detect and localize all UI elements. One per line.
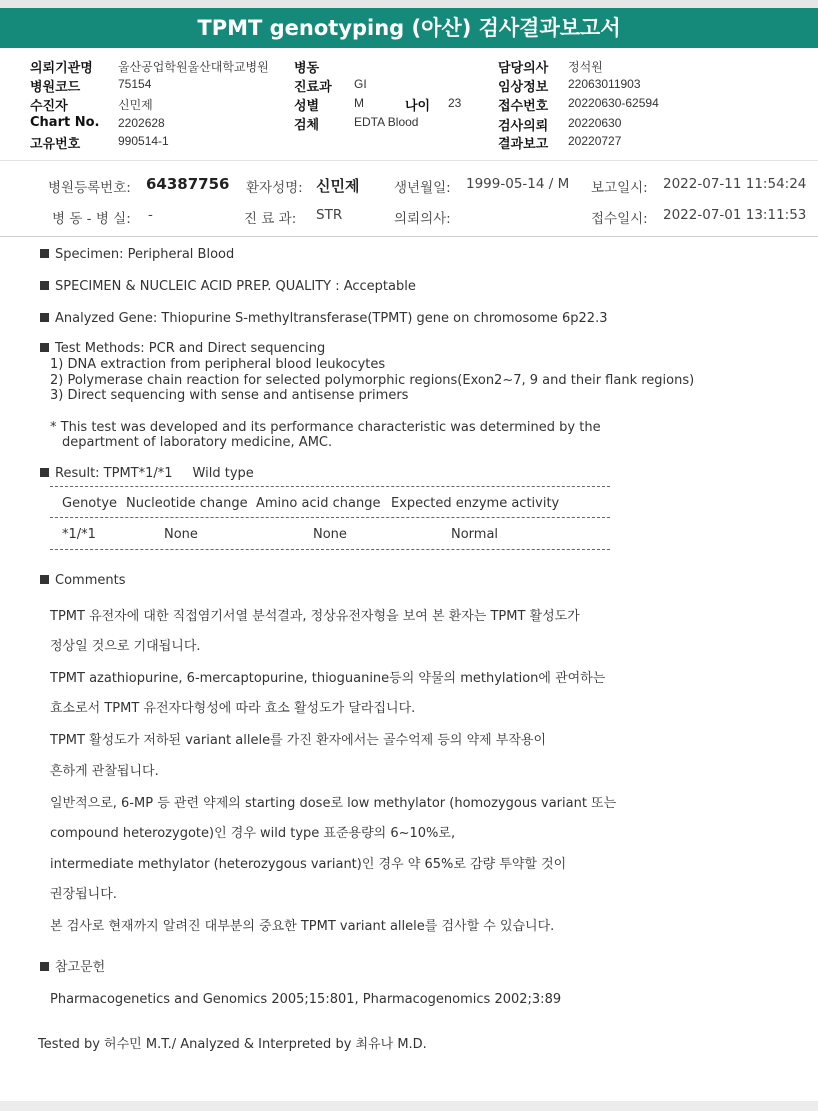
value-age: 23 <box>448 96 462 110</box>
method-step-3: 3) Direct sequencing with sense and antisense primers <box>50 388 409 403</box>
label-ward: 병동 <box>294 61 320 76</box>
label-referring-institution: 의뢰기관명 <box>30 61 93 76</box>
td-amino-acid-change: None <box>313 527 347 542</box>
references-title-line <box>40 960 105 976</box>
header-info <box>0 48 818 161</box>
value-hospital-reg-no: 64387756 <box>146 175 230 193</box>
value-receipt-datetime: 2022-07-01 13:11:53 <box>663 207 807 223</box>
value-sex: M <box>354 96 364 110</box>
label-age: 나이 <box>405 99 431 114</box>
methods-title-text: Test Methods: PCR and Direct sequencing <box>55 341 326 356</box>
value-chart-no: 2202628 <box>118 116 165 130</box>
comments-title-line <box>40 573 125 589</box>
bullet-square-icon <box>40 468 49 477</box>
label-examinee: 수진자 <box>30 99 68 114</box>
gene-line <box>40 311 607 327</box>
bullet-square-icon <box>40 343 49 352</box>
result-genotype: Result: TPMT*1/*1 <box>55 466 173 481</box>
value-clinic-dept: STR <box>316 207 343 223</box>
table-bottom-rule <box>50 549 610 550</box>
value-specimen: EDTA Blood <box>354 115 419 129</box>
method-step-2: 2) Polymerase chain reaction for selected polymorphic regions(Exon2~7, 9 and their flank regions) <box>50 373 695 388</box>
label-test-request: 검사의뢰 <box>498 119 549 134</box>
td-nucleotide-change: None <box>164 527 198 542</box>
value-referring-institution: 울산공업학원울산대학교병원 <box>118 60 269 74</box>
result-line <box>40 466 254 482</box>
label-unique-number: 고유번호 <box>30 137 81 152</box>
label-receipt-datetime: 접수일시: <box>591 211 648 227</box>
label-report-datetime: 보고일시: <box>591 180 648 196</box>
bottom-strip <box>0 1101 818 1111</box>
comment-line: intermediate methylator (heterozygous variant)인 경우 약 65%로 감량 투약할 것이 <box>50 857 567 872</box>
label-patient-name: 환자성명: <box>246 180 303 196</box>
report-title: TPMT genotyping (아산) 검사결과보고서 <box>0 8 818 48</box>
note-line-1: * This test was developed and its performance characteristic was determined by the <box>50 420 601 435</box>
gene-text: Analyzed Gene: Thiopurine S-methyltransferase(TPMT) gene on chromosome 6p22.3 <box>55 311 608 326</box>
quality-line <box>40 279 416 295</box>
value-hospital-code: 75154 <box>118 77 152 91</box>
label-hospital-reg-no: 병원등록번호: <box>48 180 131 196</box>
quality-text: SPECIMEN & NUCLEIC ACID PREP. QUALITY : Acceptable <box>55 279 416 294</box>
table-top-rule <box>50 486 610 487</box>
comment-line: 일반적으로, 6-MP 등 관련 약제의 starting dose로 low methylator (homozygous variant 또는 <box>50 796 617 811</box>
comment-line: 흔하게 관찰됩니다. <box>50 764 159 779</box>
references-text: Pharmacogenetics and Genomics 2005;15:801, Pharmacogenomics 2002;3:89 <box>50 992 562 1007</box>
value-ward-room: - <box>148 207 153 223</box>
value-examinee: 신민제 <box>118 98 153 112</box>
label-department: 진료과 <box>294 80 332 95</box>
comments-title: Comments <box>55 573 126 588</box>
method-step-1: 1) DNA extraction from peripheral blood leukocytes <box>50 357 386 372</box>
comment-line: 본 검사로 현재까지 알려진 대부분의 중요한 TPMT variant allele를 검사할 수 있습니다. <box>50 919 555 934</box>
value-clinical-info: 22063011903 <box>568 77 641 91</box>
note-line-2: department of laboratory medicine, AMC. <box>62 435 333 450</box>
methods-title-line <box>40 341 325 357</box>
signature-line: Tested by 허수민 M.T./ Analyzed & Interpreted by 최유나 M.D. <box>38 1037 427 1052</box>
label-chart-no: Chart No. <box>30 115 100 130</box>
value-unique-number: 990514-1 <box>118 134 169 148</box>
comment-line: TPMT 유전자에 대한 직접염기서열 분석결과, 정상유전자형을 보여 본 환자는 TPMT 활성도가 <box>50 609 580 624</box>
th-enzyme-activity: Expected enzyme activity <box>391 496 560 511</box>
comment-line: TPMT 활성도가 저하된 variant allele를 가진 환자에서는 골수억제 등의 약제 부작용이 <box>50 733 547 748</box>
bullet-square-icon <box>40 249 49 258</box>
comment-line: 권장됩니다. <box>50 887 117 902</box>
result-type: Wild type <box>192 466 254 481</box>
specimen-line <box>40 247 234 263</box>
value-test-request: 20220630 <box>568 116 622 130</box>
value-patient-name: 신민제 <box>316 177 360 195</box>
comment-line: 효소로서 TPMT 유전자다형성에 따라 효소 활성도가 달라집니다. <box>50 701 416 716</box>
label-specimen: 검체 <box>294 118 320 133</box>
comment-line: compound heterozygote)인 경우 wild type 표준용량의 6~10%로, <box>50 826 456 841</box>
specimen-text: Specimen: Peripheral Blood <box>55 247 235 262</box>
th-genotype: Genotye <box>62 496 118 511</box>
comment-line: TPMT azathiopurine, 6-mercaptopurine, thioguanine등의 약물의 methylation에 관여하는 <box>50 671 606 686</box>
top-strip <box>0 0 818 8</box>
label-ward-room: 병 동 - 병 실: <box>52 211 131 227</box>
label-hospital-code: 병원코드 <box>30 80 81 95</box>
value-receipt-number: 20220630-62594 <box>568 96 659 110</box>
bullet-square-icon <box>40 962 49 971</box>
comment-line: 정상일 것으로 기대됩니다. <box>50 639 201 654</box>
bullet-square-icon <box>40 313 49 322</box>
label-attending-doctor: 담당의사 <box>498 61 549 76</box>
td-genotype: *1/*1 <box>62 527 96 542</box>
bullet-square-icon <box>40 575 49 584</box>
label-receipt-number: 접수번호 <box>498 99 549 114</box>
label-clinic-dept: 진 료 과: <box>244 211 297 227</box>
label-result-report: 결과보고 <box>498 137 549 152</box>
value-attending-doctor: 정석원 <box>568 60 603 74</box>
table-header-rule <box>50 517 610 518</box>
td-enzyme-activity: Normal <box>451 527 499 542</box>
bullet-square-icon <box>40 281 49 290</box>
label-clinical-info: 임상정보 <box>498 80 549 95</box>
label-referring-doctor: 의뢰의사: <box>394 211 451 227</box>
section-divider <box>0 236 818 237</box>
th-nucleotide-change: Nucleotide change <box>126 496 248 511</box>
th-amino-acid-change: Amino acid change <box>256 496 381 511</box>
value-birth-date: 1999-05-14 / M <box>466 176 570 192</box>
label-birth-date: 생년월일: <box>394 180 451 196</box>
value-department: GI <box>354 77 367 91</box>
value-report-datetime: 2022-07-11 11:54:24 <box>663 176 807 192</box>
value-result-report: 20220727 <box>568 134 622 148</box>
label-sex: 성별 <box>294 99 320 114</box>
references-title: 참고문헌 <box>55 960 106 975</box>
